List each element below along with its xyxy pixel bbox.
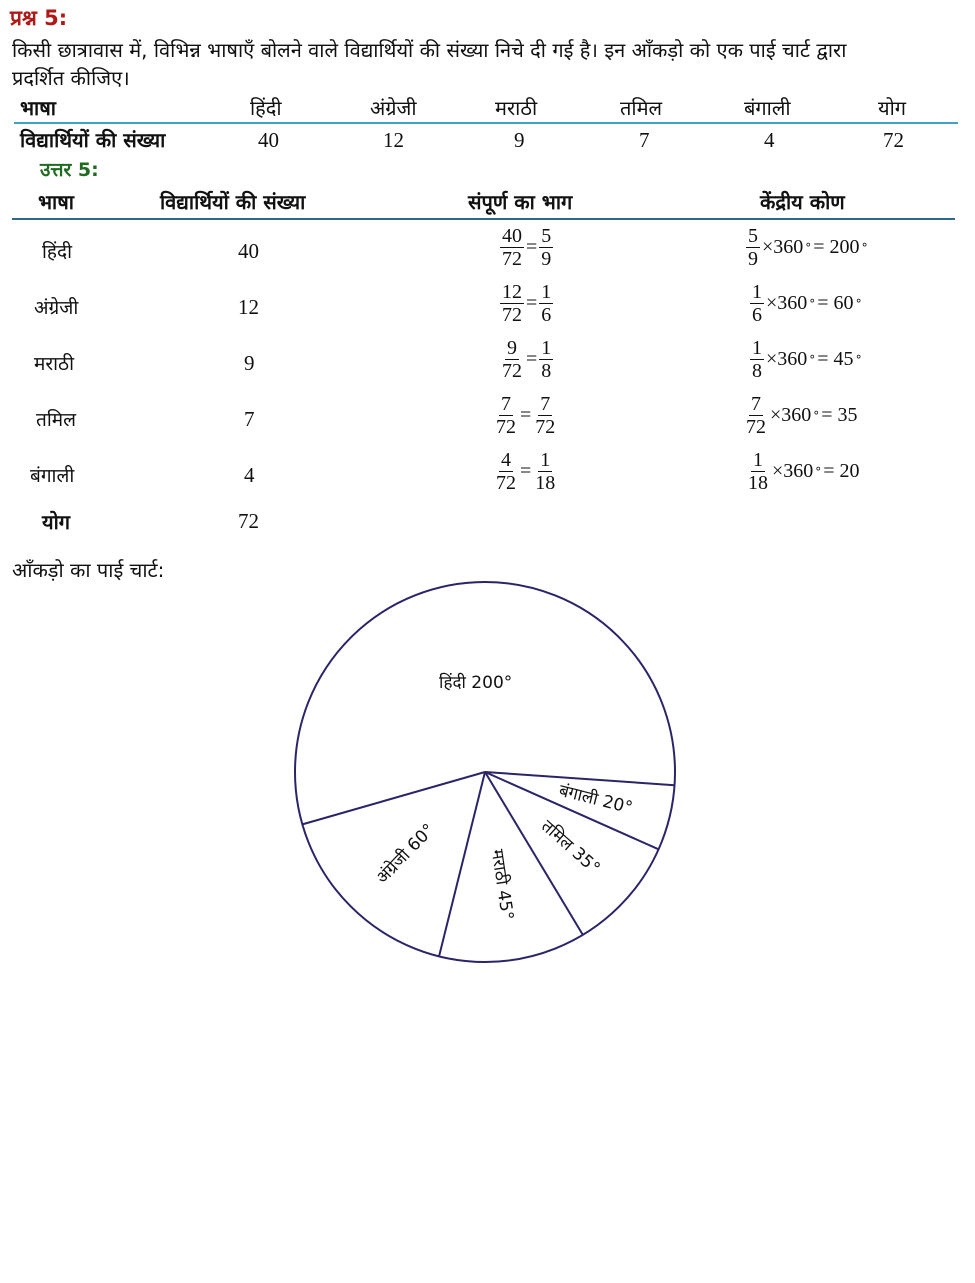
pie-divider-line [302, 772, 485, 824]
answer-lang-tamil: तमिल [36, 409, 76, 431]
pie-slice-label: बंगाली 20° [556, 780, 635, 819]
angle-den: 9 [748, 248, 758, 270]
equals-sign: = [526, 292, 538, 314]
answer-count-tamil: 7 [244, 407, 255, 431]
given-count-total: 72 [883, 128, 904, 152]
given-col-hindi: हिंदी [250, 96, 282, 120]
angle-num: 7 [751, 393, 761, 415]
equals-sign: = [526, 348, 538, 370]
angle-mult: ×360 [770, 404, 812, 426]
given-count-marathi: 9 [514, 128, 525, 152]
pie-slice-label: अंग्रेजी 60° [372, 820, 440, 888]
pie-divider-line [439, 772, 485, 956]
answer-fraction-tamil [494, 393, 557, 438]
given-count-english: 12 [383, 128, 404, 152]
pie-divider-line [485, 772, 675, 785]
answer-count-bangla: 4 [244, 463, 255, 487]
angle-den: 6 [752, 304, 762, 326]
answer-fraction-marathi [500, 337, 553, 382]
pie-slice-label: तमिल 35° [537, 816, 604, 879]
angle-num: 5 [748, 225, 758, 247]
simp-den: 18 [535, 472, 556, 494]
given-col-tamil: तमिल [620, 96, 663, 120]
question-label: प्रश्न 5: [10, 6, 68, 30]
answer-fraction-bangla [494, 449, 557, 494]
angle-mult: ×360 [766, 292, 808, 314]
angle-den: 72 [746, 416, 766, 438]
frac-den: 72 [496, 416, 516, 438]
answer-lang-english: अंग्रेजी [34, 297, 79, 319]
simp-num: 1 [541, 337, 552, 359]
frac-den: 72 [502, 248, 522, 270]
angle-result: = 45 [817, 348, 854, 370]
degree-mark: ° [855, 352, 862, 367]
angle-result: = 35 [821, 404, 858, 426]
pie-slice-label: मराठी 45° [486, 847, 518, 922]
frac-den: 72 [502, 304, 522, 326]
frac-num: 4 [501, 449, 511, 471]
given-table-rule [14, 122, 958, 124]
given-row1-header: भाषा [20, 96, 56, 120]
chart-title: आँकड़ो का पाई चार्ट: [12, 558, 165, 582]
simp-num: 1 [541, 281, 552, 303]
given-row2-header: विद्यार्थियों की संख्या [20, 128, 166, 152]
frac-num: 9 [507, 337, 517, 359]
answer-angle-english [750, 281, 862, 326]
angle-result: = 200 [813, 236, 860, 258]
answer-label: उत्तर 5: [40, 159, 99, 181]
answer-lang-hindi: हिंदी [42, 241, 73, 263]
simp-num: 5 [541, 225, 552, 247]
question-text-line1: किसी छात्रावास में, विभिन्न भाषाएँ बोलने वाले विद्यार्थियों की संख्या निचे दी गई है। इन आँकड़ो को एक पाई चार्ट द्वारा [12, 38, 847, 62]
angle-num: 1 [752, 337, 762, 359]
angle-den: 18 [748, 472, 768, 494]
degree-mark: ° [809, 352, 816, 367]
question-text-line2: प्रदर्शित कीजिए। [12, 66, 130, 90]
answer-table-rule [12, 218, 955, 220]
angle-num: 1 [752, 281, 762, 303]
answer-count-hindi: 40 [238, 239, 259, 263]
pie-chart [280, 570, 700, 980]
answer-lang-marathi: मराठी [34, 353, 75, 375]
frac-num: 40 [502, 225, 522, 247]
answer-header-language: भाषा [38, 190, 74, 214]
answer-count-marathi: 9 [244, 351, 255, 375]
pie-slice-label: हिंदी 200° [439, 673, 513, 694]
degree-mark: ° [855, 296, 862, 311]
answer-angle-tamil [744, 393, 860, 438]
angle-mult: ×360 [772, 460, 814, 482]
equals-sign: = [520, 404, 532, 426]
equals-sign: = [520, 460, 532, 482]
answer-lang-bangla: बंगाली [30, 465, 75, 487]
answer-angle-bangla [746, 449, 862, 494]
degree-mark: ° [809, 296, 816, 311]
given-count-hindi: 40 [258, 128, 279, 152]
angle-mult: ×360 [766, 348, 808, 370]
frac-den: 72 [502, 360, 522, 382]
answer-header-angle: केंद्रीय कोण [760, 190, 845, 214]
answer-angle-marathi [750, 337, 862, 382]
given-count-tamil: 7 [639, 128, 650, 152]
frac-num: 7 [501, 393, 511, 415]
answer-fraction-english [500, 281, 553, 326]
angle-mult: ×360 [762, 236, 804, 258]
angle-den: 8 [752, 360, 762, 382]
simp-den: 72 [535, 416, 556, 438]
given-count-bangla: 4 [764, 128, 775, 152]
degree-mark: ° [815, 464, 822, 479]
given-col-marathi: मराठी [495, 96, 538, 120]
answer-total-label: योग [42, 510, 71, 534]
angle-result: = 20 [823, 460, 860, 482]
simp-num: 7 [540, 393, 551, 415]
answer-fraction-hindi [500, 225, 553, 270]
simp-den: 9 [541, 248, 552, 270]
angle-num: 1 [753, 449, 763, 471]
frac-num: 12 [502, 281, 522, 303]
degree-mark: ° [813, 408, 820, 423]
given-col-bangla: बंगाली [744, 96, 791, 120]
degree-mark: ° [805, 240, 812, 255]
angle-result: = 60 [817, 292, 854, 314]
equals-sign: = [526, 236, 538, 258]
simp-den: 8 [541, 360, 552, 382]
degree-mark: ° [861, 240, 868, 255]
answer-header-count: विद्यार्थियों की संख्या [160, 190, 306, 214]
simp-num: 1 [540, 449, 551, 471]
answer-total-value: 72 [238, 509, 259, 533]
frac-den: 72 [496, 472, 516, 494]
simp-den: 6 [541, 304, 552, 326]
answer-angle-hindi [746, 225, 868, 270]
answer-count-english: 12 [238, 295, 259, 319]
given-col-total: योग [878, 96, 907, 120]
given-col-english: अंग्रेजी [370, 96, 417, 120]
answer-header-fraction: संपूर्ण का भाग [468, 190, 573, 214]
